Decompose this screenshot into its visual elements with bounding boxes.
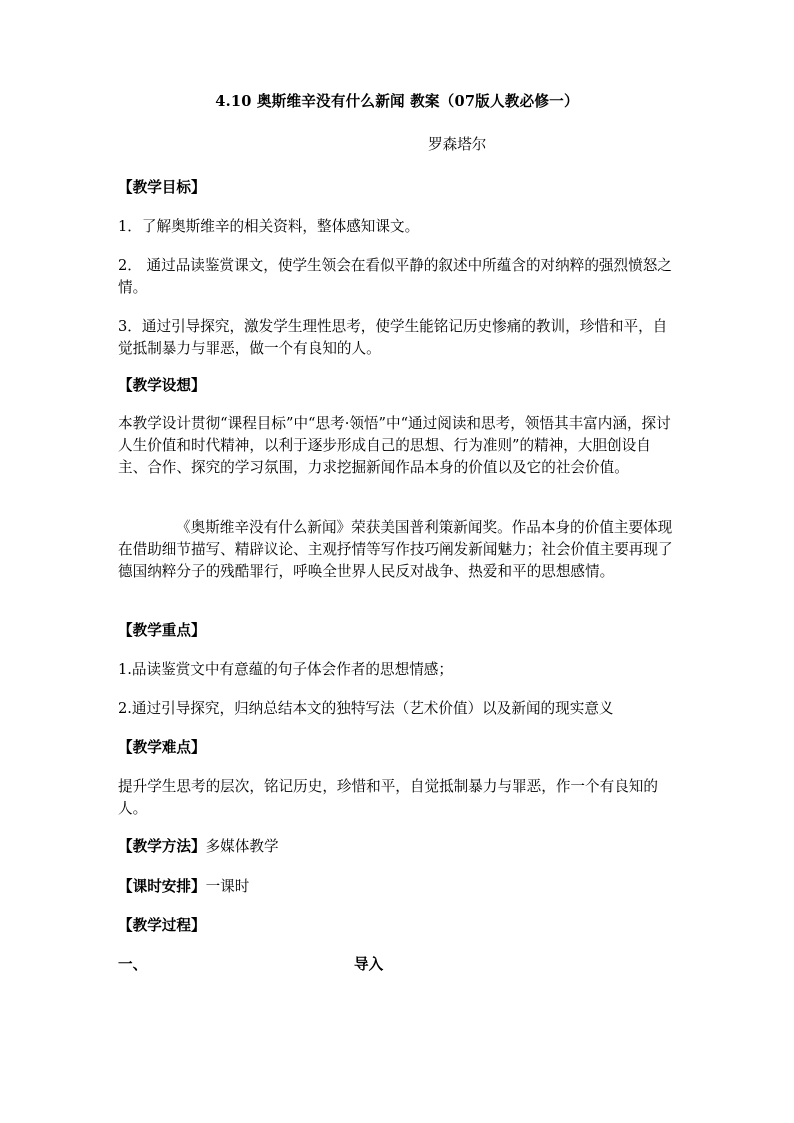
process-step-label: 导入 — [354, 956, 384, 973]
schedule-label: 【课时安排】 — [118, 878, 206, 895]
teaching-method-line — [118, 836, 678, 858]
idea-heading: 【教学设想】 — [118, 377, 206, 394]
process-heading: 【教学过程】 — [118, 917, 206, 934]
document-title: 4.10 奥斯维辛没有什么新闻 教案（07版人教必修一） — [215, 93, 579, 110]
schedule-value: 一课时 — [205, 878, 250, 895]
difficulty-paragraph: 提升学生思考的层次，铭记历史，珍惜和平，自觉抵制暴力与罪恶，作一个有良知的人。 — [118, 778, 658, 817]
teaching-method-value: 多媒体教学 — [205, 838, 279, 855]
process-step-1 — [118, 954, 678, 976]
key-points-heading: 【教学重点】 — [118, 622, 206, 639]
difficulty-heading: 【教学难点】 — [118, 739, 206, 756]
author-name: 罗森塔尔 — [428, 136, 487, 153]
idea-paragraph-1: 本教学设计贯彻“课程目标”中“思考·领悟”中“通过阅读和思考，领悟其丰富内涵，探讨人生价值和时代精神，以利于逐步形成自己的思想、行为准则”的精神，大胆创设自主、合作、探究的学习氛围，力求挖掘新闻作品本身的价值以及它的社会价值。 — [118, 415, 671, 476]
key-point-1: 1.品读鉴赏文中有意蕴的句子体会作者的思想情感； — [118, 661, 453, 678]
goal-item-3: 3．通过引导探究，激发学生理性思考，使学生能铭记历史惨痛的教训，珍惜和平，自觉抵制暴力与罪恶，做一个有良知的人。 — [118, 318, 668, 357]
goal-item-1: 1．了解奥斯维辛的相关资料，整体感知课文。 — [118, 218, 420, 235]
process-step-number: 一、 — [118, 956, 148, 973]
key-point-2: 2.通过引导探究，归纳总结本文的独特写法（艺术价值）以及新闻的现实意义 — [118, 700, 614, 717]
teaching-method-label: 【教学方法】 — [118, 838, 206, 855]
idea-paragraph-2: 《奥斯维辛没有什么新闻》荣获美国普利策新闻奖。作品本身的价值主要体现在借助细节描写、精辟议论、主观抒情等写作技巧阐发新闻魅力；社会价值主要再现了德国纳粹分子的残酷罪行，呼唤全世界人民反对战争、热爱和平的思想感情。 — [118, 519, 673, 580]
goal-item-2: 2． 通过品读鉴赏课文，使学生领会在看似平静的叙述中所蕴含的对纳粹的强烈愤怒之情。 — [118, 257, 672, 296]
schedule-line — [118, 876, 678, 898]
goals-heading: 【教学目标】 — [118, 179, 206, 196]
